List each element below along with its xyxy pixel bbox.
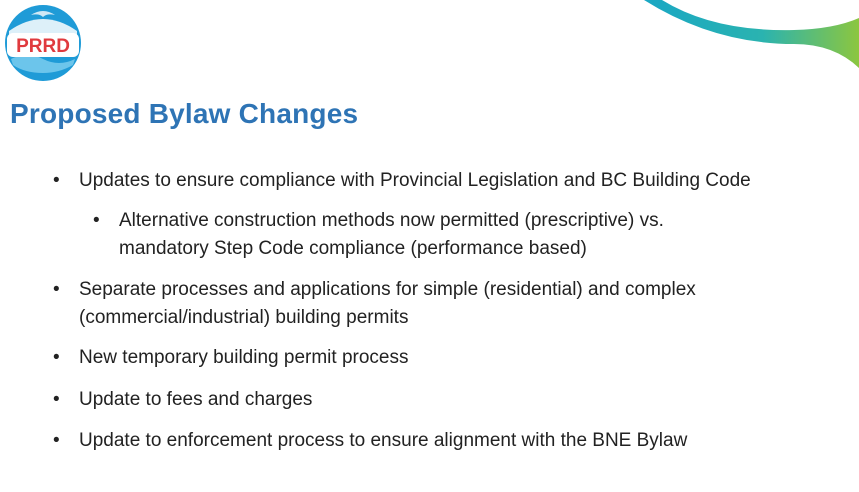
bullet-text: Update to enforcement process to ensure alignment with the BNE Bylaw	[79, 430, 688, 451]
bullet-icon: •	[53, 170, 60, 191]
bullet-icon: •	[93, 210, 100, 231]
slide-title: Proposed Bylaw Changes	[10, 98, 359, 129]
bullet-item	[53, 427, 839, 455]
bullet-text: Update to fees and charges	[79, 389, 313, 410]
bullet-item	[53, 344, 839, 372]
bullet-icon: •	[53, 389, 60, 410]
bullet-icon: •	[53, 347, 60, 368]
bullet-text-line: Separate processes and applications for simple (residential) and complex	[79, 279, 696, 300]
bullet-text-line: Alternative construction methods now permitted (prescriptive) vs.	[119, 210, 664, 231]
bullet-item	[53, 276, 839, 332]
bullet-text: Updates to ensure compliance with Provincial Legislation and BC Building Code	[79, 170, 751, 191]
bullet-icon: •	[53, 279, 60, 300]
bullet-item	[53, 167, 839, 195]
logo-text: PRRD	[16, 36, 70, 57]
bullet-item	[53, 386, 839, 414]
bullet-text-line: mandatory Step Code compliance (performance based)	[119, 238, 587, 259]
bullet-text-line: (commercial/industrial) building permits	[79, 307, 409, 328]
bullet-text: New temporary building permit process	[79, 347, 409, 368]
prrd-logo	[3, 3, 83, 83]
bullet-icon: •	[53, 430, 60, 451]
decorative-swoosh	[644, 0, 859, 72]
sub-bullet-item	[93, 207, 819, 263]
